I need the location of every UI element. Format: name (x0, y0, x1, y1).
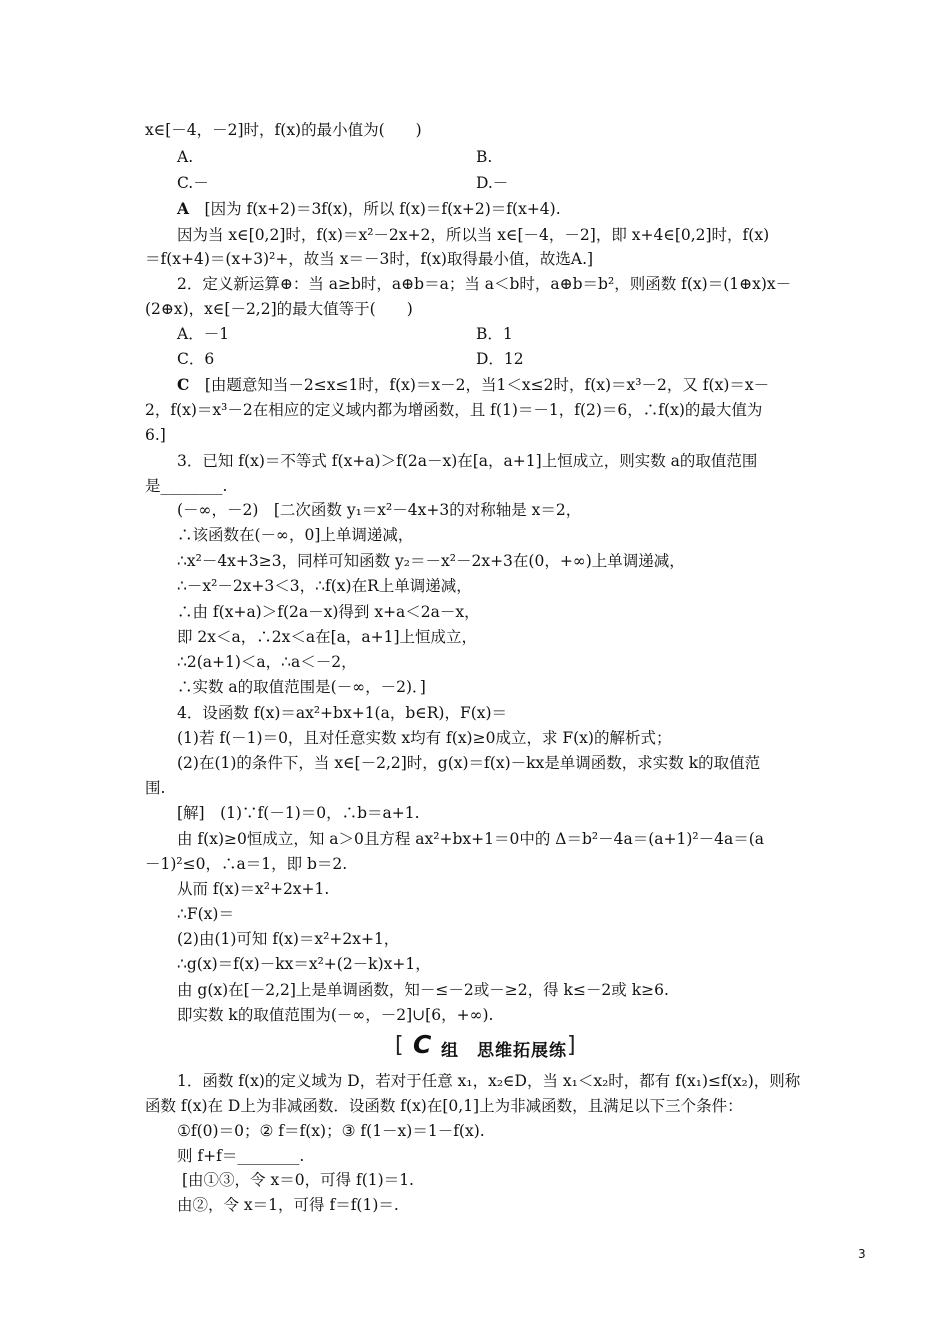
choice-c: C.－ (177, 174, 209, 192)
text-line: 2，f(x)＝x³－2在相应的定义域内都为增函数，且 f(1)＝－1，f(2)＝6，∴f(x)的最大值为 (145, 401, 763, 419)
text-line: 是________. (145, 477, 228, 495)
section-header-letter: C (413, 1030, 432, 1059)
text-line: 函数 f(x)在 D上为非减函数．设函数 f(x)在[0,1]上为非减函数，且满足以下三个条件： (145, 1097, 743, 1115)
choice-a: A．－1 (177, 325, 230, 343)
solution-line: C [由题意知当－2≤x≤1时，f(x)＝x－2，当1＜x≤2时，f(x)＝x³－2，又 f(x)＝x－ (177, 375, 770, 394)
answer-letter: C (177, 375, 190, 394)
text-line: x∈[－4，－2]时，f(x)的最小值为( ) (145, 121, 422, 139)
text-line: 由 f(x)≥0恒成立，知 a＞0且方程 ax²+bx+1＝0中的 Δ＝b²－4a＝(a+1)²－4a＝(a (177, 830, 765, 848)
text-line: 由②，令 x＝1，可得 f＝f(1)＝. (177, 1196, 399, 1214)
text-line: (2)在(1)的条件下，当 x∈[－2,2]时，g(x)＝f(x)－kx是单调函数，求实数 k的取值范 (177, 754, 761, 772)
choice-b: B．1 (476, 325, 513, 343)
text-line: 即 2x＜a，∴2x＜a在[a，a+1]上恒成立， (177, 628, 478, 646)
text-line: ＝f(x+4)＝(x+3)²+，故当 x＝－3时，f(x)取得最小值，故选A.] (145, 250, 594, 268)
text-line: 即实数 k的取值范围为(－∞，－2]∪[6，+∞). (177, 1006, 494, 1024)
text-line: ∴F(x)＝ (177, 905, 234, 923)
choice-b: B. (476, 148, 493, 166)
section-header (383, 1030, 583, 1061)
text-line: ∴由 f(x+a)＞f(2a－x)得到 x+a＜2a－x， (177, 603, 480, 621)
text-line: [由①③，令 x＝0，可得 f(1)＝1. (182, 1171, 414, 1189)
choice-a: A. (177, 148, 194, 166)
text-line: ∴该函数在(－∞，0]上单调递减， (177, 526, 414, 544)
text-line: 则 f+f＝________. (177, 1147, 305, 1165)
solution-line: A [因为 f(x+2)＝3f(x)，所以 f(x)＝f(x+2)＝f(x+4). (177, 199, 561, 218)
text-line: 1．函数 f(x)的定义域为 D，若对于任意 x₁，x₂∈D，当 x₁＜x₂时，都有 f(x₁)≤f(x₂)，则称 (177, 1072, 801, 1090)
text-line: 围. (145, 779, 166, 797)
question-4: 4．设函数 f(x)＝ax²+bx+1(a，b∈R)，F(x)＝ (177, 704, 508, 722)
choice-d: D．12 (476, 350, 524, 368)
section-header-title: 组 思维拓展练 (441, 1041, 567, 1061)
text-line: 6.] (145, 426, 166, 444)
section-header-open-bracket: [ (395, 1033, 404, 1058)
page-number: 3 (858, 1247, 866, 1261)
section-header-close-bracket: ] (567, 1033, 576, 1058)
question-3: 3．已知 f(x)＝不等式 f(x+a)＞f(2a－x)在[a，a+1]上恒成立，则实数 a的取值范围 (177, 452, 758, 470)
text-line: ∴－x²－2x+3＜3，∴f(x)在R上单调递减， (177, 577, 472, 595)
text-line: ∴2(a+1)＜a，∴a＜－2， (177, 653, 357, 671)
choice-c: C．6 (177, 350, 215, 368)
text-line: (－∞，－2) [二次函数 y₁＝x²－4x+3的对称轴是 x＝2， (177, 501, 582, 519)
text-line: (1)若 f(－1)＝0，且对任意实数 x均有 f(x)≥0成立，求 F(x)的解析式； (177, 729, 672, 747)
text-line: ∴g(x)＝f(x)－kx＝x²+(2－k)x+1， (177, 955, 431, 973)
text-line: ①f(0)＝0；② f＝f(x)；③ f(1－x)＝1－f(x). (177, 1122, 485, 1140)
text-line: 从而 f(x)＝x²+2x+1. (177, 880, 330, 898)
choice-d: D.－ (476, 174, 509, 192)
text-line: 由 g(x)在[－2,2]上是单调函数，知－≤－2或－≥2，得 k≤－2或 k≥6. (177, 981, 669, 999)
text-line: 因为当 x∈[0,2]时，f(x)＝x²－2x+2，所以当 x∈[－4，－2]，即 x+4∈[0,2]时，f(x) (177, 226, 770, 244)
question-2: 2．定义新运算⊕：当 a≥b时，a⊕b＝a；当 a＜b时，a⊕b＝b²，则函数 f(x)＝(1⊕x)x－ (177, 275, 792, 293)
text-line: (2)由(1)可知 f(x)＝x²+2x+1， (177, 930, 400, 948)
text-line: －1)²≤0，∴a＝1，即 b＝2. (145, 855, 348, 873)
answer-letter: A (177, 199, 190, 218)
text-line: [解] (1)∵f(－1)＝0，∴b＝a+1. (177, 804, 420, 822)
text-line: (2⊕x)，x∈[－2,2]的最大值等于( ) (145, 300, 413, 318)
text-line: ∴实数 a的取值范围是(－∞，－2)．] (177, 678, 426, 696)
text-line: ∴x²－4x+3≥3，同样可知函数 y₂＝－x²－2x+3在(0，+∞)上单调递减， (177, 552, 685, 570)
